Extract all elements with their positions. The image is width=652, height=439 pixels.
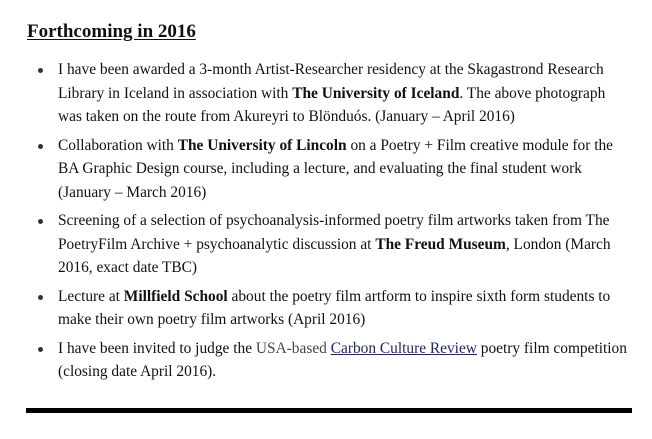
item-text: , London (March 2016, exact date TBC) [58,235,611,276]
list-item-carbon-culture-judging [58,337,633,384]
item-text: I have been invited to judge the [58,339,256,357]
bullet-icon [38,68,43,73]
item-text: . The above photograph was taken on the route from Akureyri to Blönduós. (January – April 2016) [58,84,606,125]
bullet-icon [38,219,43,224]
forthcoming-list [27,58,633,384]
bullet-icon [38,347,43,352]
section-heading: Forthcoming in 2016 [27,21,196,42]
list-item-freud-museum-screening [58,209,633,280]
bullet-icon [38,144,43,149]
item-text: Collaboration with [58,136,178,154]
item-text-usa-based: USA-based [255,339,327,357]
item-bold-institution: The University of Lincoln [177,136,347,154]
horizontal-divider [26,408,632,413]
item-bold-institution: Millfield School [123,287,228,305]
list-item-millfield-lecture [58,285,633,332]
bullet-icon [38,295,43,300]
item-text: poetry film competition (closing date April 2016). [58,339,627,380]
item-text: on a Poetry + Film creative module for the BA Graphic Design course, including a lecture, and evaluating the final student work (January – March 2016) [58,136,613,201]
item-bold-institution: The University of Iceland [292,84,460,102]
forthcoming-section [27,20,633,389]
item-text: Lecture at [58,287,124,305]
list-item-iceland-residency [58,58,633,129]
item-bold-institution: The Freud Museum [375,235,506,253]
item-text: about the poetry film artform to inspire sixth form students to make their own poetry film artworks (April 2016) [58,287,611,328]
carbon-culture-review-link[interactable]: Carbon Culture Review [330,339,477,357]
item-text: Screening of a selection of psychoanalysis-informed poetry film artworks taken from The PoetryFilm Archive + psychoanalytic discussion at [58,212,610,253]
item-text: I have been awarded a 3-month Artist-Researcher residency at the Skagastrond Research Library in Iceland in association with [58,61,604,102]
list-item-lincoln-collaboration [58,134,633,205]
